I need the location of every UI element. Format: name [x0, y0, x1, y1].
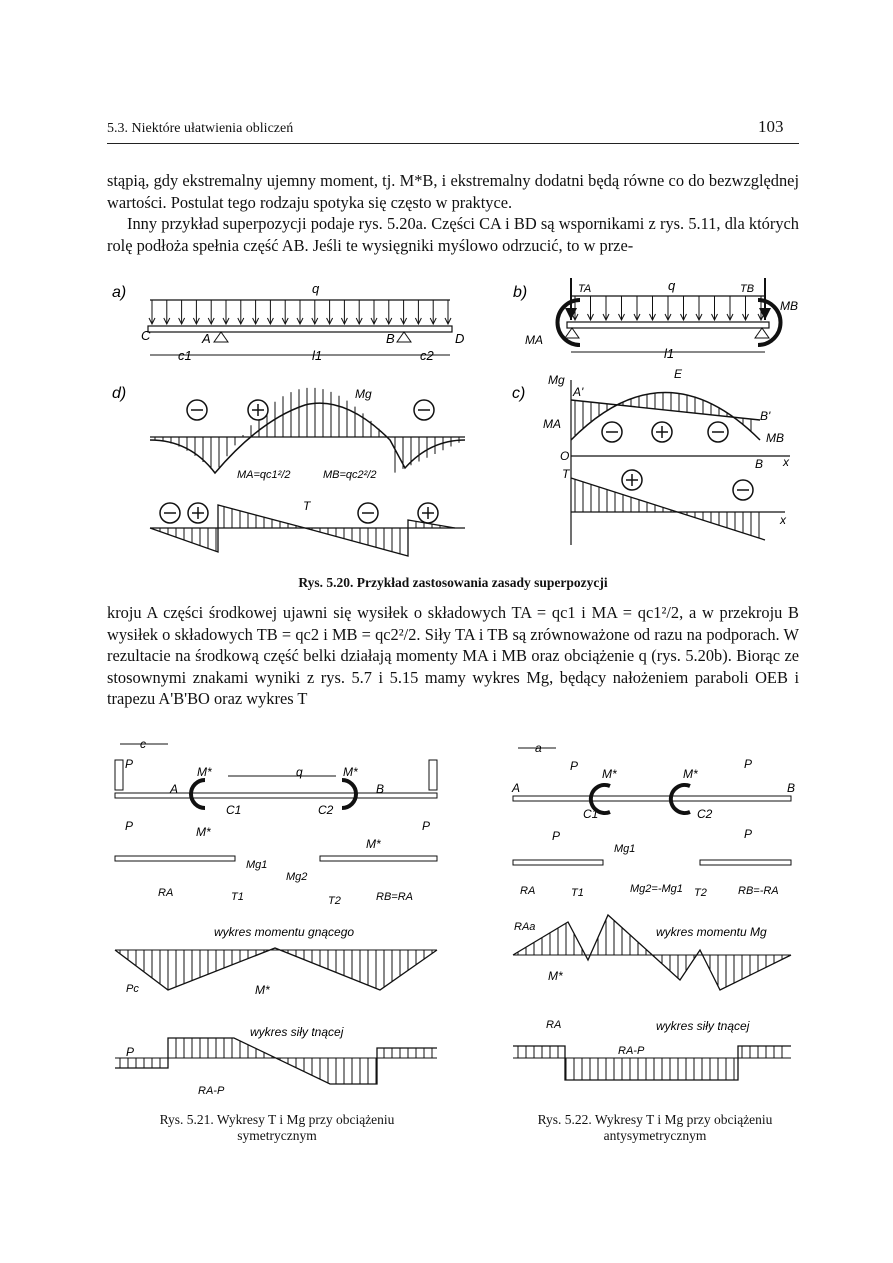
- figure-5-21: [115, 737, 437, 1097]
- caption-line: symetrycznym: [237, 1128, 317, 1143]
- label-q: q: [296, 765, 303, 779]
- label-x: x: [780, 513, 786, 527]
- label-B: B: [386, 331, 395, 346]
- label-A: A: [202, 331, 211, 346]
- moment-diagram-label: wykres momentu gnącego: [214, 925, 355, 939]
- label-T: T: [562, 467, 570, 481]
- paragraph: kroju A części środkowej ujawni się wysiłek o składowych TA = qc1 i MA = qc1²/2, a w przekroju B wysiłek o składowych TB = qc2 i MB = qc2²/2. Siły TA i TB są zrównoważone od razu na podporach. W rezultacie na środkową część belki działają momenty MA i MB oraz obciążenie q (rys. 5.20b). Biorąc ze stosownymi znakami wyniki z rys. 5.7 i 5.15 mamy wykres Mg, będący nałożeniem paraboli OEB i trapezu A'B'BO oraz wykres T: [107, 603, 799, 708]
- label-Mg2: Mg2: [286, 871, 308, 883]
- label-P: P: [744, 827, 753, 841]
- label-P: P: [125, 757, 134, 771]
- label-Mg: Mg: [355, 387, 372, 401]
- label-C2: C2: [318, 803, 334, 817]
- label-A: A: [170, 782, 179, 796]
- label-M-star: M*: [683, 767, 698, 781]
- label-Mg1: Mg1: [614, 843, 636, 855]
- label-B: B: [787, 781, 796, 795]
- label-P: P: [125, 819, 134, 833]
- dim-c: c: [140, 737, 146, 751]
- label-A: A: [512, 781, 521, 795]
- label-RA-P: RA-P: [198, 1085, 225, 1097]
- running-header: 5.3. Niektóre ułatwienia obliczeń: [107, 121, 294, 136]
- label-RB: RB=-RA: [738, 885, 779, 897]
- load-label: q: [312, 281, 320, 296]
- label-x: x: [783, 455, 789, 469]
- label-RA: RA: [546, 1019, 562, 1031]
- moment-diagram-label: wykres momentu Mg: [656, 925, 767, 939]
- label-RA: RA: [158, 887, 174, 899]
- page-number: 103: [758, 117, 784, 136]
- label-B: B: [376, 782, 385, 796]
- dim-l1: l1: [664, 346, 675, 361]
- label-M-star: M*: [602, 767, 617, 781]
- label-P: P: [744, 757, 753, 771]
- label-T1: T1: [231, 891, 244, 903]
- label-M-star: M*: [197, 765, 212, 779]
- label-MA: MA: [525, 333, 543, 347]
- panel-label: a): [112, 284, 127, 301]
- label-MB: MB: [780, 299, 798, 313]
- figure-5-21-caption: [107, 1112, 447, 1144]
- label-C2: C2: [697, 807, 713, 821]
- label-MB-eq: MB=qc2²/2: [323, 469, 377, 481]
- panel-label: c): [512, 385, 526, 402]
- label-E: E: [674, 367, 683, 381]
- load-label: q: [668, 278, 676, 293]
- label-A-prime: A': [573, 385, 584, 399]
- label-Mg1: Mg1: [246, 859, 268, 871]
- label-TB: TB: [740, 283, 755, 295]
- label-P: P: [422, 819, 431, 833]
- label-M-star: M*: [548, 969, 563, 983]
- label-O: O: [560, 449, 570, 463]
- panel-label: b): [513, 284, 528, 301]
- label-RAa: RAa: [514, 921, 536, 933]
- caption-line: antysymetrycznym: [603, 1128, 707, 1143]
- label-C: C: [141, 328, 151, 343]
- label-MB: MB: [766, 431, 784, 445]
- shear-diagram-label: wykres siły tnącej: [656, 1019, 750, 1033]
- label-RA: RA: [520, 885, 536, 897]
- dim-c1: c1: [178, 348, 192, 363]
- shear-diagram-label: wykres siły tnącej: [250, 1025, 344, 1039]
- label-M-star: M*: [343, 765, 358, 779]
- label-P: P: [126, 1045, 135, 1059]
- figure-5-20-caption: Rys. 5.20. Przykład zastosowania zasady superpozycji: [298, 575, 608, 590]
- label-P: P: [552, 829, 561, 843]
- figure-5-22-caption: [495, 1112, 815, 1144]
- label-Pc: Pc: [126, 983, 139, 995]
- label-D: D: [455, 331, 465, 346]
- caption-line: Rys. 5.21. Wykresy T i Mg przy obciążeniu: [159, 1112, 395, 1127]
- label-T: T: [303, 499, 311, 513]
- label-T1: T1: [571, 887, 584, 899]
- dim-c2: c2: [420, 348, 434, 363]
- label-B-prime: B': [760, 409, 771, 423]
- label-M-star: M*: [196, 825, 211, 839]
- label-B: B: [755, 457, 764, 471]
- label-M-star: M*: [255, 983, 270, 997]
- label-RB: RB=RA: [376, 891, 413, 903]
- label-MA-eq: MA=qc1²/2: [237, 469, 291, 481]
- paragraph: stąpią, gdy ekstremalny ujemny moment, tj. M*B, i ekstremalny dodatni będą równe co do bezwzględnej wartości. Postulat tego rodzaju spotyka się często w praktyce.: [107, 171, 799, 212]
- label-TA: TA: [578, 283, 592, 295]
- caption-line: Rys. 5.22. Wykresy T i Mg przy obciążeniu: [537, 1112, 773, 1127]
- dim-a: a: [535, 741, 542, 755]
- label-Mg2: Mg2=-Mg1: [630, 883, 683, 895]
- label-RA-P: RA-P: [618, 1045, 645, 1057]
- label-Mg: Mg: [548, 373, 565, 387]
- paragraph: Inny przykład superpozycji podaje rys. 5.20a. Części CA i BD są wspornikami z rys. 5.11, dla których rolę podłoża spełnia część AB. Jeśli te wysięgniki myślowo odrzucić, to w prze-: [107, 214, 799, 255]
- figure-5-22: [511, 741, 795, 1080]
- label-MA: MA: [543, 417, 561, 431]
- label-T2: T2: [694, 887, 707, 899]
- label-M-star: M*: [366, 837, 381, 851]
- label-P: P: [570, 759, 579, 773]
- label-C1: C1: [583, 807, 599, 821]
- panel-label: d): [112, 385, 127, 402]
- label-T2: T2: [328, 895, 341, 907]
- dim-l1: l1: [312, 348, 323, 363]
- label-C1: C1: [226, 803, 242, 817]
